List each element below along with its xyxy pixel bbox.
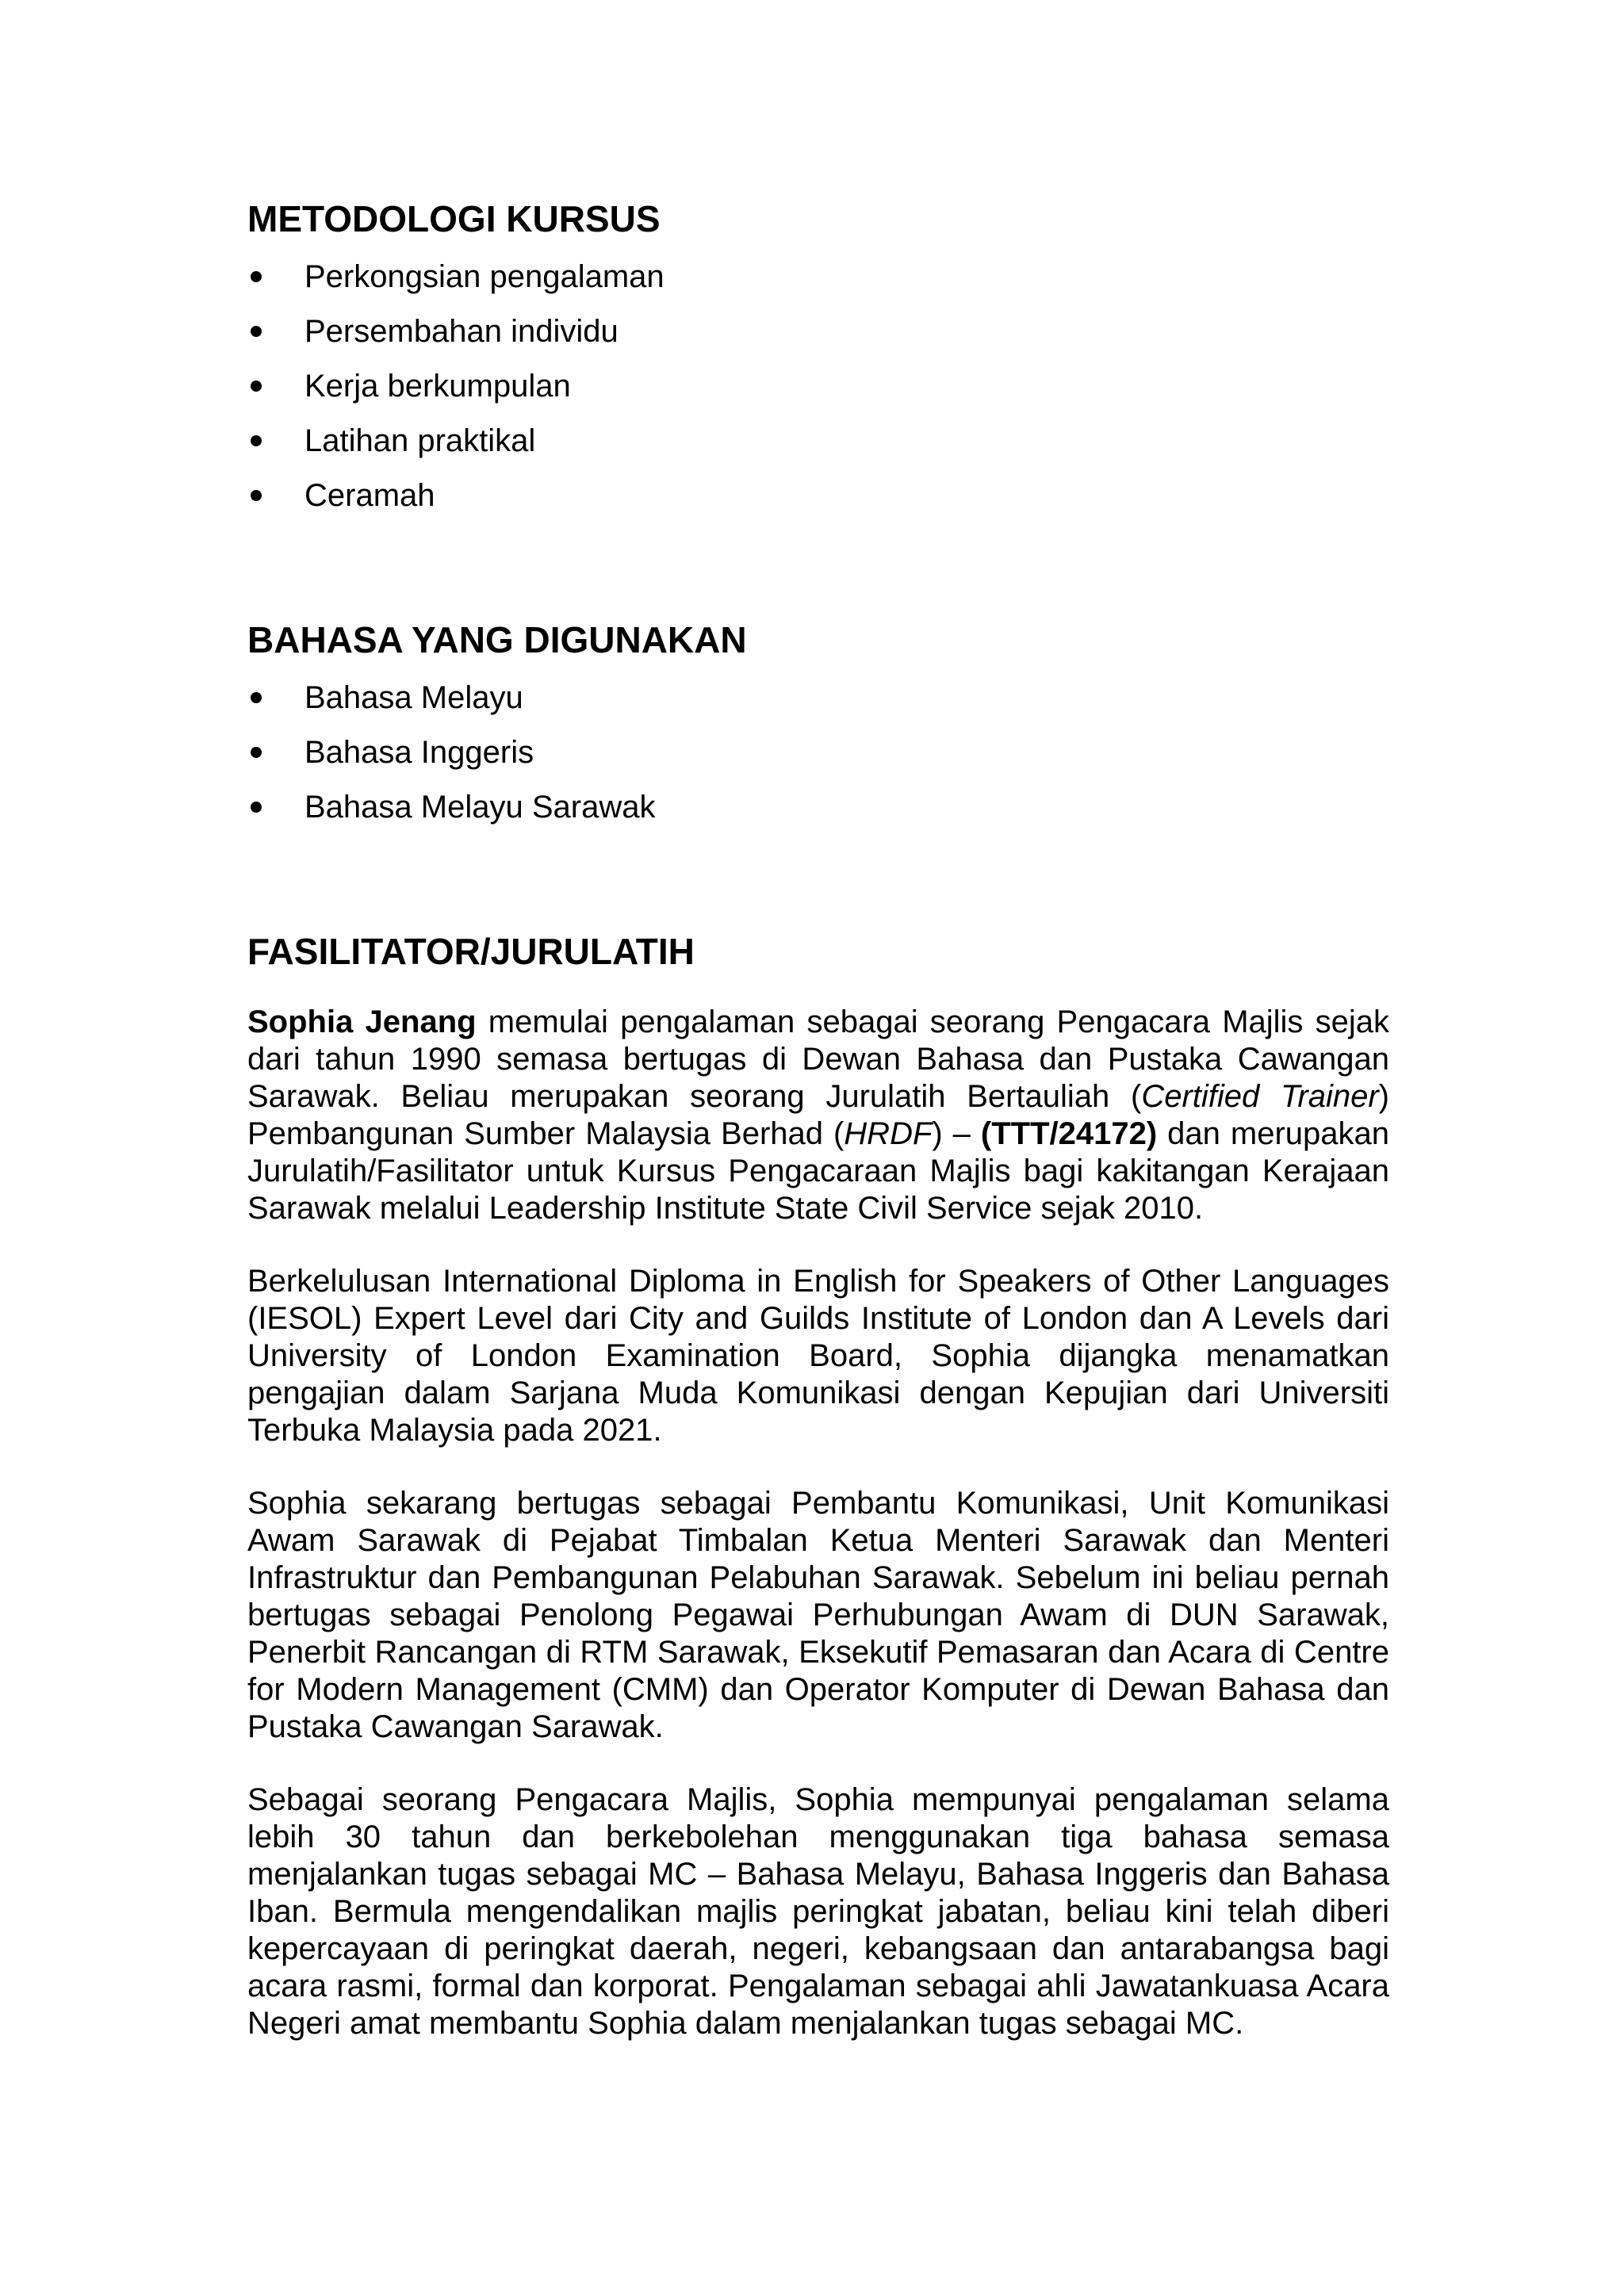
section-facilitator <box>247 929 1389 2042</box>
paragraph-career: Sophia sekarang bertugas sebagai Pembantu Komunikasi, Unit Komunikasi Awam Sarawak di Pejabat Timbalan Ketua Menteri Sarawak dan Menteri Infrastruktur dan Pembangunan Pelabuhan Sarawak. Sebelum ini beliau pernah bertugas sebagai Penolong Pegawai Perhubungan Awam di DUN Sarawak, Penerbit Rancangan di RTM Sarawak, Eksekutif Pemasaran dan Acara di Centre for Modern Management (CMM) dan Operator Komputer di Dewan Bahasa dan Pustaka Cawangan Sarawak. <box>247 1486 1389 1744</box>
bullet-icon <box>251 271 262 282</box>
list-item: Ceramah <box>247 476 1389 515</box>
document-page <box>247 197 1389 2078</box>
list-item: Kerja berkumpulan <box>247 367 1389 405</box>
list-item: Latihan praktikal <box>247 422 1389 460</box>
bullet-icon <box>251 747 262 758</box>
methodology-list <box>247 258 1389 515</box>
paragraph-experience: Sebagai seorang Pengacara Majlis, Sophia mempunyai pengalaman selama lebih 30 tahun dan berkebolehan menggunakan tiga bahasa semasa menjalankan tugas sebagai MC – Bahasa Melayu, Bahasa Inggeris dan Bahasa Iban. Bermula mengendalikan majlis peringkat jabatan, beliau kini telah diberi kepercayaan di peringkat daerah, negeri, kebangsaan dan antarabangsa bagi acara rasmi, formal dan korporat. Pengalaman sebagai ahli Jawatankuasa Acara Negeri amat membantu Sophia dalam menjalankan tugas sebagai MC. <box>247 1782 1389 2041</box>
list-item: Bahasa Inggeris <box>247 733 1389 771</box>
bullet-icon <box>251 381 262 392</box>
bullet-icon <box>251 435 262 446</box>
facilitator-name: Sophia Jenang <box>247 1004 477 1039</box>
list-item: Perkongsian pengalaman <box>247 258 1389 296</box>
bullet-icon <box>251 490 262 501</box>
bullet-icon <box>251 692 262 703</box>
heading-facilitator: FASILITATOR/JURULATIH <box>247 931 695 972</box>
heading-languages: BAHASA YANG DIGUNAKAN <box>247 619 747 660</box>
trainer-code: (TTT/24172) <box>980 1116 1158 1151</box>
list-item: Bahasa Melayu Sarawak <box>247 788 1389 826</box>
languages-list <box>247 679 1389 826</box>
paragraph-education: Berkelulusan International Diploma in English for Speakers of Other Languages (IESOL) Expert Level dari City and Guilds Institute of London dan A Levels dari University of London Examination Board, Sophia dijangka menamatkan pengajian dalam Sarjana Muda Komunikasi dengan Kepujian dari Universiti Terbuka Malaysia pada 2021. <box>247 1264 1389 1448</box>
list-item: Bahasa Melayu <box>247 679 1389 717</box>
list-item: Persembahan individu <box>247 312 1389 350</box>
section-languages <box>247 618 1389 826</box>
section-methodology <box>247 197 1389 515</box>
bullet-icon <box>251 802 262 813</box>
bullet-icon <box>251 326 262 337</box>
paragraph-intro: Sophia Jenang memulai pengalaman sebagai seorang Pengacara Majlis sejak dari tahun 1990 semasa bertugas di Dewan Bahasa dan Pustaka Cawangan Sarawak. Beliau merupakan seorang Jurulatih Bertauliah (Certified Trainer) Pembangunan Sumber Malaysia Berhad (HRDF) – (TTT/24172) dan merupakan Jurulatih/Fasilitator untuk Kursus Pengacaraan Majlis bagi kakitangan Kerajaan Sarawak melalui Leadership Institute State Civil Service sejak 2010. <box>247 1004 1389 1226</box>
heading-methodology: METODOLOGI KURSUS <box>247 198 661 239</box>
